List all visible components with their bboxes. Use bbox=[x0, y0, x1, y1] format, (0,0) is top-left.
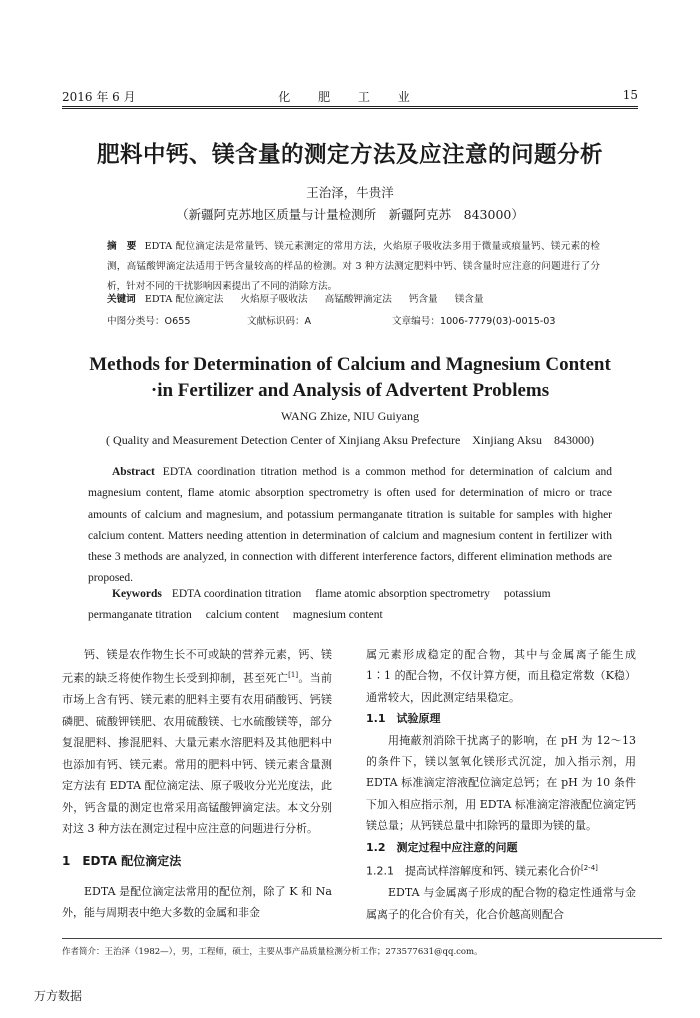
en-title bbox=[40, 352, 660, 404]
subsubsection-heading bbox=[366, 858, 636, 882]
issue-date: 2016 年 6 月 bbox=[62, 90, 136, 104]
citation-ref: [1] bbox=[288, 671, 299, 680]
running-head bbox=[62, 88, 638, 104]
cn-keyword: 镁含量 bbox=[454, 294, 484, 305]
en-title-line1: Methods for Determination of Calcium and Magnesium Content bbox=[89, 354, 611, 375]
en-keyword: EDTA coordination titration bbox=[171, 588, 302, 600]
subsection-heading: 1.2 测定过程中应注意的问题 bbox=[366, 840, 518, 854]
cn-abstract-text: EDTA 配位滴定法是常量钙、镁元素测定的常用方法，火焰原子吸收法多用于微量或痕量钙、镁元素的检测，高锰酸钾滴定法适用于钙含量较高的样品的检测。对 3 种方法测定肥料中钙、镁含量时应注意的问题进行了分析，针对不同的干扰影响因素提出了不同的消除方法。 bbox=[107, 241, 601, 292]
en-keyword: potassium permanganate titration bbox=[88, 588, 551, 622]
doc-code: 文献标识码：A bbox=[247, 316, 312, 327]
en-keywords bbox=[88, 584, 612, 627]
cn-keywords-label: 关键词 bbox=[107, 294, 136, 305]
article-number: 文章编号：1006-7779(03)-0015-03 bbox=[392, 316, 556, 327]
section-paragraph: EDTA 是配位滴定法常用的配位剂，除了 K 和 Na 外，能与周期表中绝大多数的金属和非金 bbox=[62, 884, 332, 920]
stability-paragraph: EDTA 与金属离子形成的配合物的稳定性通常与金属离子的化合价有关，化合价越高则配合 bbox=[366, 886, 636, 921]
principle-paragraph: 用掩蔽剂消除干扰离子的影响，在 pH 为 12～13 的条件下，镁以氢氧化镁形式沉淀，加入指示剂，用 EDTA 标准滴定溶液配位滴定总钙；在 pH 为 10 条件下加入相应指示剂，用 EDTA 标准滴定溶液配位滴定钙镁总量；从钙镁总量中扣除钙的量即为镁的量。 bbox=[366, 733, 636, 833]
en-affiliation: ( Quality and Measurement Detection Center of Xinjiang Aksu Prefecture Xinjiang Aksu 843000) bbox=[106, 433, 594, 447]
intro-text-cont: 。当前市场上含有钙、镁元素的肥料主要有农用硝酸钙、钙镁磷肥、硫酸钾镁肥、农用硫酸镁、七水硫酸镁等，部分复混肥料、掺混肥料、大量元素水溶肥料及其他肥料中也添加有钙、镁元素。常用的肥料中钙、镁元素含量测定方法有 EDTA 配位滴定法、原子吸收分光光度法，此外，钙含量的测定也常采用高锰酸钾滴定法。本文分别对这 3 种方法在测定过程中应注意的问题进行分析。 bbox=[62, 672, 333, 835]
subsubsection-title: 1.2.1 提高试样溶解度和钙、镁元素化合价 bbox=[366, 864, 581, 878]
author-footnote: 作者简介：王治泽（1982—），男，工程师，硕士，主要从事产品质量检测分析工作；273577631@qq.com。 bbox=[62, 947, 483, 957]
en-keyword: flame atomic absorption spectrometry bbox=[315, 588, 490, 600]
source-watermark: 万方数据 bbox=[34, 989, 83, 1003]
cn-authors: 王治泽，牛贵洋 bbox=[306, 185, 394, 200]
citation-ref: [2-4] bbox=[581, 864, 598, 873]
cn-abstract-label: 摘 要 bbox=[107, 241, 137, 252]
cn-keywords bbox=[107, 291, 610, 305]
journal-name: 化 肥 工 业 bbox=[278, 90, 422, 104]
section-paragraph-cont: 属元素形成稳定的配合物，其中与金属离子能生成 1∶1 的配合物，不仅计算方便，而且稳定常数（K稳）通常较大，因此测定结果稳定。 bbox=[366, 648, 636, 704]
en-title-line2: ·in Fertilizer and Analysis of Advertent Problems bbox=[150, 380, 550, 401]
cn-keyword: EDTA 配位滴定法 bbox=[144, 294, 224, 305]
intro-paragraph bbox=[62, 644, 332, 839]
en-abstract bbox=[88, 462, 612, 590]
header-rule-thin bbox=[62, 108, 638, 109]
cn-keyword: 钙含量 bbox=[408, 294, 438, 305]
en-abstract-label: Abstract bbox=[112, 466, 155, 478]
cn-title: 肥料中钙、镁含量的测定方法及应注意的问题分析 bbox=[96, 142, 603, 168]
page-number: 15 bbox=[622, 88, 638, 102]
en-keywords-label: Keywords bbox=[112, 588, 162, 600]
cn-keyword: 火焰原子吸收法 bbox=[240, 294, 308, 305]
body-column-right bbox=[366, 644, 636, 925]
section-heading: 1 EDTA 配位滴定法 bbox=[62, 854, 182, 869]
footnote-rule bbox=[62, 938, 662, 939]
cn-abstract bbox=[107, 237, 600, 297]
cn-affiliation: （新疆阿克苏地区质量与计量检测所 新疆阿克苏 843000） bbox=[176, 207, 524, 222]
header-rule bbox=[62, 106, 638, 107]
body-column-left bbox=[62, 644, 332, 924]
en-abstract-text: EDTA coordination titration method is a common method for determination of calcium and magnesium content, flame atomic absorption spectrometry is often used for determination of micro or trace amounts of calcium and magnesium, and potassium permanganate titration is suitable for samples with higher calcium content. Matters needing attention in determination of calcium and magnesium content in fertilizer with these 3 methods are analyzed, in connection with different interference factors, different elimination methods are proposed. bbox=[88, 466, 612, 585]
en-authors: WANG Zhize, NIU Guiyang bbox=[281, 409, 419, 423]
cn-keyword: 高锰酸钾滴定法 bbox=[324, 294, 392, 305]
intro-text: 钙、镁是农作物生长不可或缺的营养元素，钙、镁元素的缺乏将使作物生长受到抑制，甚至死亡 bbox=[62, 648, 332, 686]
en-keyword: calcium content bbox=[205, 609, 279, 622]
clc-number: 中图分类号：O655 bbox=[107, 316, 191, 327]
en-keyword: magnesium content bbox=[292, 609, 383, 622]
subsection-heading: 1.1 试验原理 bbox=[366, 712, 441, 726]
